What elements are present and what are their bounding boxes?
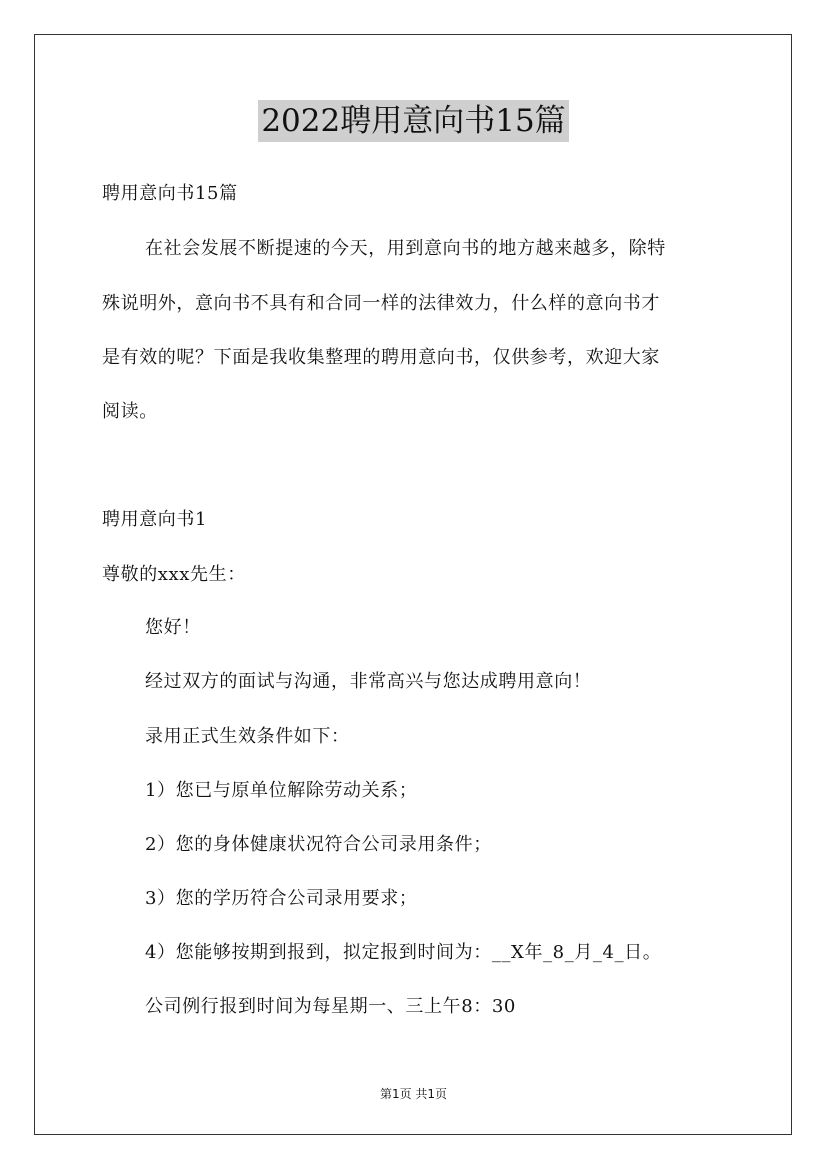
body-line: 1）您已与原单位解除劳动关系； bbox=[145, 780, 418, 801]
intro-line: 阅读。 bbox=[102, 401, 158, 422]
subtitle: 聘用意向书15篇 bbox=[102, 183, 238, 204]
body-line: 2）您的身体健康状况符合公司录用条件； bbox=[145, 834, 492, 855]
document-title: 2022聘用意向书15篇 bbox=[258, 100, 568, 142]
intro-line: 在社会发展不断提速的今天，用到意向书的地方越来越多，除特 bbox=[145, 238, 666, 259]
body-line: 公司例行报到时间为每星期一、三上午8：30 bbox=[145, 996, 516, 1017]
body-line: 4）您能够按期到报到，拟定报到时间为：__X年_8_月_4_日。 bbox=[145, 942, 662, 963]
body-line: 经过双方的面试与沟通，非常高兴与您达成聘用意向！ bbox=[145, 671, 592, 692]
intro-line: 是有效的呢？下面是我收集整理的聘用意向书，仅供参考，欢迎大家 bbox=[102, 347, 660, 368]
intro-line: 殊说明外，意向书不具有和合同一样的法律效力，什么样的意向书才 bbox=[102, 293, 660, 314]
page-footer: 第1页 共1页 bbox=[379, 1087, 448, 1101]
body-line: 3）您的学历符合公司录用要求； bbox=[145, 888, 418, 909]
body-line: 录用正式生效条件如下： bbox=[145, 726, 350, 747]
greeting: 您好！ bbox=[145, 617, 201, 638]
section-heading: 聘用意向书1 bbox=[102, 509, 208, 530]
salutation: 尊敬的xxx先生： bbox=[102, 564, 246, 585]
title-container bbox=[0, 100, 827, 142]
